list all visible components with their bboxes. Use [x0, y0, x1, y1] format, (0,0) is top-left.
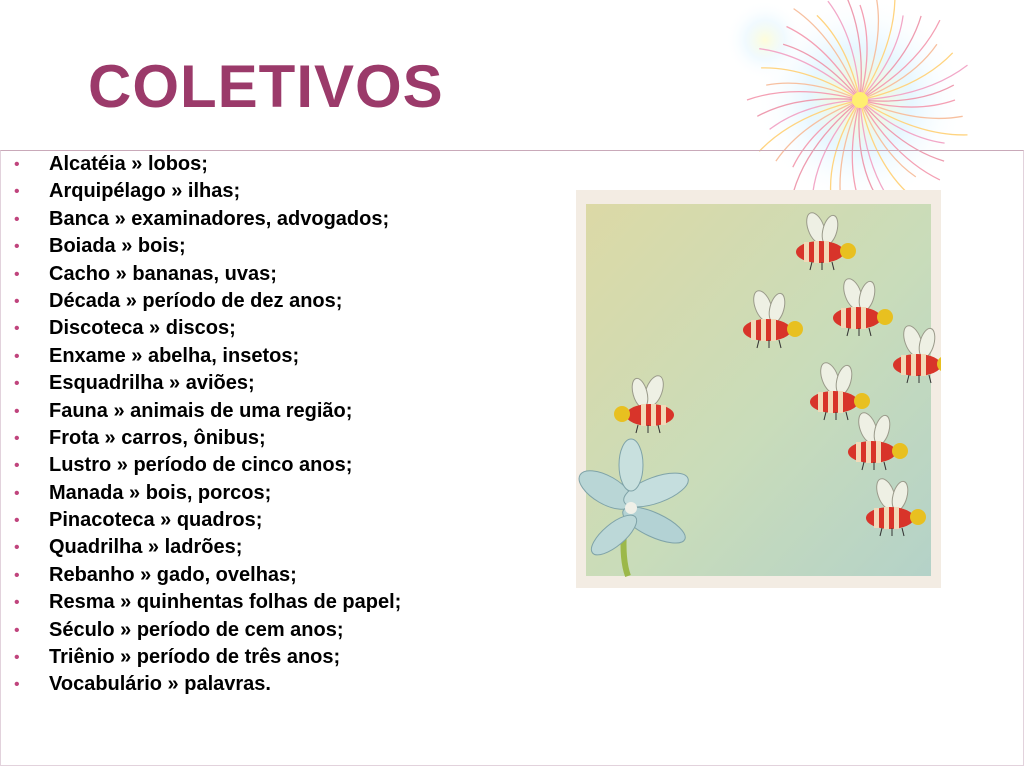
list-item — [14, 617, 401, 644]
list-item-text: Alcatéia » lobos; — [49, 153, 208, 175]
list-item — [14, 206, 401, 233]
list-item-text: Arquipélago » ilhas; — [49, 180, 241, 203]
bullet-icon: • — [14, 183, 20, 201]
bullet-icon: • — [14, 292, 20, 310]
list-item-text: Século » período de cem anos; — [49, 618, 344, 641]
collectives-list — [14, 151, 401, 699]
bullet-icon: • — [14, 265, 20, 283]
bullet-icon: • — [14, 621, 20, 639]
bullet-icon: • — [14, 512, 20, 530]
list-item — [14, 644, 401, 671]
bullet-icon: • — [14, 347, 20, 365]
list-item — [14, 589, 401, 616]
list-item-text: Quadrilha » ladrões; — [49, 536, 243, 559]
list-item-text: Boiada » bois; — [49, 235, 186, 258]
bullet-icon: • — [14, 484, 20, 502]
list-item — [14, 480, 401, 507]
list-item — [14, 671, 401, 698]
list-item — [14, 452, 401, 479]
bullet-icon: • — [14, 210, 20, 228]
bullet-icon: • — [14, 238, 20, 256]
bullet-icon: • — [14, 156, 20, 173]
bullet-icon: • — [14, 429, 20, 447]
list-item — [14, 534, 401, 561]
list-item — [14, 151, 401, 178]
list-item-text: Lustro » período de cinco anos; — [49, 454, 353, 477]
list-item-text: Resma » quinhentas folhas de papel; — [49, 591, 402, 614]
list-item-text: Pinacoteca » quadros; — [49, 509, 263, 532]
list-item-text: Rebanho » gado, ovelhas; — [49, 563, 297, 586]
bullet-icon: • — [14, 649, 20, 667]
page-title: COLETIVOS — [88, 53, 444, 120]
list-item — [14, 288, 401, 315]
list-item — [14, 425, 401, 452]
list-item — [14, 315, 401, 342]
list-item-text: Banca » examinadores, advogados; — [49, 207, 390, 230]
list-item — [14, 370, 401, 397]
bullet-icon: • — [14, 402, 20, 420]
bullet-icon: • — [14, 375, 20, 393]
list-item — [14, 398, 401, 425]
list-item-text: Frota » carros, ônibus; — [49, 426, 266, 449]
list-item-text: Fauna » animais de uma região; — [49, 399, 353, 422]
list-item-text: Década » período de dez anos; — [49, 289, 343, 312]
list-item — [14, 343, 401, 370]
bullet-icon: • — [14, 457, 20, 475]
list-item-text: Manada » bois, porcos; — [49, 481, 272, 504]
bullet-icon: • — [14, 676, 20, 694]
list-item-text: Vocabulário » palavras. — [49, 673, 271, 696]
list-item-text: Discoteca » discos; — [49, 317, 236, 340]
bullet-icon: • — [14, 566, 20, 584]
list-item — [14, 507, 401, 534]
list-item — [14, 562, 401, 589]
list-item-text: Triênio » período de três anos; — [49, 646, 341, 669]
bullet-icon: • — [14, 539, 20, 557]
list-item-text: Esquadrilha » aviões; — [49, 372, 255, 395]
list-item — [14, 233, 401, 260]
bullet-icon: • — [14, 320, 20, 338]
bullet-icon: • — [14, 594, 20, 612]
bee-swarm-illustration — [576, 190, 941, 588]
list-item — [14, 178, 401, 205]
list-item — [14, 261, 401, 288]
list-item-text: Enxame » abelha, insetos; — [49, 344, 300, 367]
list-item-text: Cacho » bananas, uvas; — [49, 262, 277, 285]
